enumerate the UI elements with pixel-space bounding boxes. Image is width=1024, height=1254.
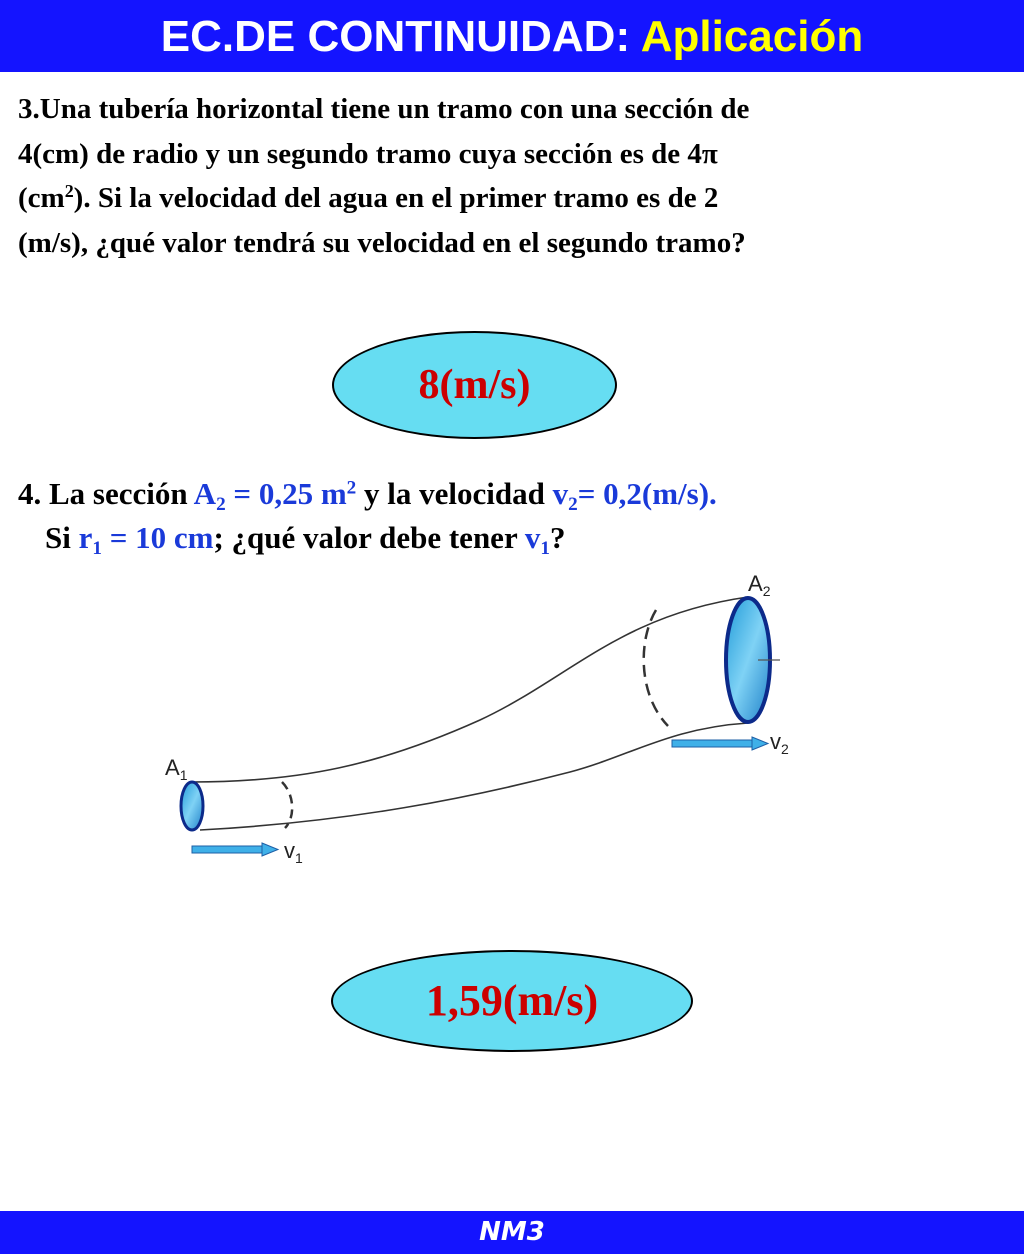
label-a1: $A_1$: [165, 755, 188, 783]
pipe-diagram: [150, 560, 840, 890]
label-v1: $v_1$: [284, 838, 303, 866]
arrow-v2: [672, 737, 768, 750]
problem-4-line-1: 4. La sección $A_2 = 0,25$ $m^2$ y la velocidad $v_2= 0,2(m/s)$.: [18, 476, 717, 515]
a2-value: $A_2 = 0,25$ $m^2$: [193, 476, 357, 515]
problem-3-text: [18, 87, 1008, 265]
pipe-upper-wall: [192, 597, 748, 782]
footer-label: NM3: [479, 1217, 545, 1247]
answer-2-oval: [331, 950, 693, 1052]
problem-3-line-2: 4(cm) de radio y un segundo tramo cuya sección es de 4π: [18, 137, 718, 170]
problem-3-line-3: $(cm^2)$. Si la velocidad del agua en el primer tramo es de 2: [18, 181, 719, 214]
label-v2: $v_2$: [770, 729, 789, 757]
problem-3-line-1: 3.Una tubería horizontal tiene un tramo con una sección de: [18, 93, 750, 125]
pipe-dashed-section-large: [644, 610, 668, 726]
title-banner: [0, 0, 1024, 72]
problem-3-line-4: (m/s), ¿qué valor tendrá su velocidad en el segundo tramo?: [18, 226, 746, 259]
title-main: EC.DE CONTINUIDAD:: [160, 12, 631, 61]
answer-1-text: 8(m/s): [418, 362, 531, 408]
arrow-v1: [192, 843, 278, 856]
title-accent: Aplicación: [640, 12, 864, 61]
v1-symbol: $v_1$: [524, 520, 551, 559]
footer-banner: [0, 1211, 1024, 1254]
problem-4-line-2: Si $r_1 = 10$ cm; ¿qué valor debe tener $v_1$?: [45, 520, 566, 559]
problem-4-text: [18, 472, 1008, 560]
v2-value: $v_2= 0,2(m/s)$.: [552, 476, 717, 515]
page-title: [161, 12, 863, 61]
label-a2: $A_2$: [748, 571, 771, 599]
pipe-dashed-section-small: [282, 782, 292, 828]
r1-value: $r_1 = 10$ cm: [78, 520, 214, 559]
section-a1-ellipse: [181, 782, 203, 830]
answer-2-text: 1,59(m/s): [425, 976, 599, 1025]
answer-1-oval: [332, 331, 617, 439]
